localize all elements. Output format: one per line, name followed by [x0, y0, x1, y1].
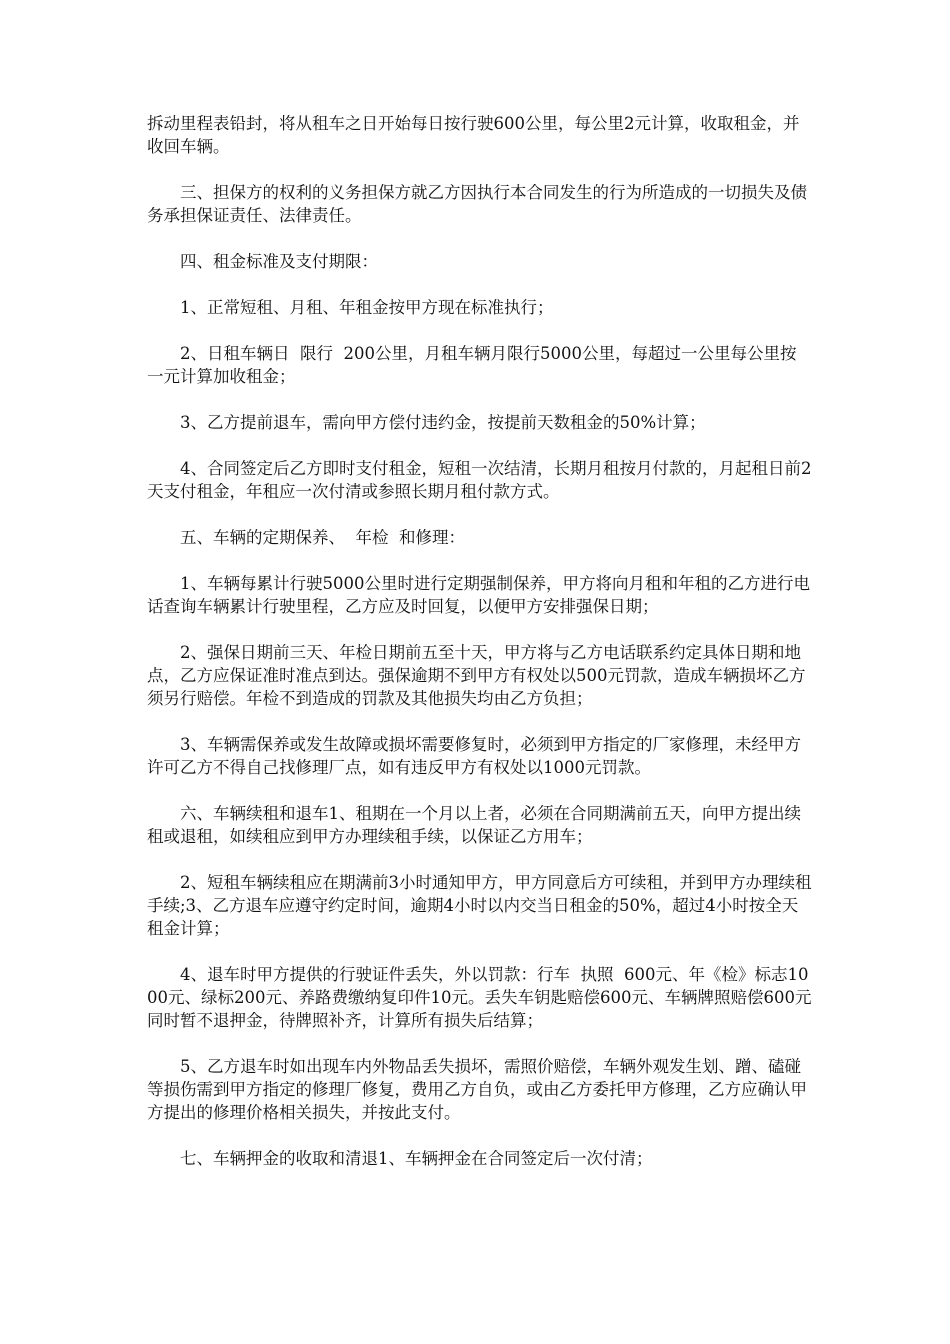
paragraph-section-4-heading: 四、租金标准及支付期限：: [180, 252, 378, 271]
paragraph-section-5-heading: 五、车辆的定期保养、 年检 和修理：: [180, 528, 465, 547]
paragraph-5-3: 3、车辆需保养或发生故障或损坏需要修复时，必须到甲方指定的厂家修理，未经甲方许可乙方不得自己找修理厂点，如有违反甲方有权处以1000元罚款。: [147, 735, 801, 777]
paragraph-4-4: 4、合同签定后乙方即时支付租金，短租一次结清，长期月租按月付款的，月起租日前2天支付租金，年租应一次付清或参照长期月租付款方式。: [147, 459, 812, 501]
paragraph-6-4: 4、退车时甲方提供的行驶证件丢失，外以罚款：行车 执照 600元、年《检》标志1000元、绿标200元、养路费缴纳复印件10元。丢失车钥匙赔偿600元、车辆牌照赔偿600元同时暂不退押金，待牌照补齐，计算所有损失后结算；: [147, 965, 812, 1030]
paragraph-section-3-guarantor: 三、担保方的权利的义务担保方就乙方因执行本合同发生的行为所造成的一切损失及债务承担保证责任、法律责任。: [147, 183, 807, 225]
paragraph-4-3: 3、乙方提前退车，需向甲方偿付违约金，按提前天数租金的50%计算；: [180, 413, 706, 432]
paragraph-5-2: 2、强保日期前三天、年检日期前五至十天，甲方将与乙方电话联系约定具体日期和地点，乙方应保证准时准点到达。强保逾期不到甲方有权处以500元罚款，造成车辆损坏乙方须另行赔偿。年检不到造成的罚款及其他损失均由乙方负担；: [147, 643, 806, 708]
paragraph-section-7: 七、车辆押金的收取和清退1、车辆押金在合同签定后一次付清；: [180, 1149, 653, 1168]
paragraph-6-2: 2、短租车辆续租应在期满前3小时通知甲方，甲方同意后方可续租，并到甲方办理续租手续;3、乙方退车应遵守约定时间，逾期4小时以内交当日租金的50%，超过4小时按全天租金计算；: [147, 873, 812, 938]
paragraph-5-1: 1、车辆每累计行驶5000公里时进行定期强制保养，甲方将向月租和年租的乙方进行电话查询车辆累计行驶里程，乙方应及时回复，以便甲方安排强保日期；: [147, 574, 810, 616]
paragraph-6-5: 5、乙方退车时如出现车内外物品丢失损坏，需照价赔偿，车辆外观发生划、蹭、磕碰等损伤需到甲方指定的修理厂修复，费用乙方自负，或由乙方委托甲方修理，乙方应确认甲方提出的修理价格相关损失，并按此支付。: [147, 1057, 807, 1122]
paragraph-4-1: 1、正常短租、月租、年租金按甲方现在标准执行；: [180, 298, 554, 317]
document-body: [147, 112, 812, 1193]
paragraph-continuation: 拆动里程表铅封，将从租车之日开始每日按行驶600公里，每公里2元计算，收取租金，并收回车辆。: [147, 114, 800, 156]
paragraph-section-6: 六、车辆续租和退车1、租期在一个月以上者，必须在合同期满前五天，向甲方提出续租或退租，如续租应到甲方办理续租手续，以保证乙方用车；: [147, 804, 801, 846]
paragraph-4-2: 2、日租车辆日 限行 200公里，月租车辆月限行5000公里，每超过一公里每公里按一元计算加收租金；: [147, 344, 797, 386]
